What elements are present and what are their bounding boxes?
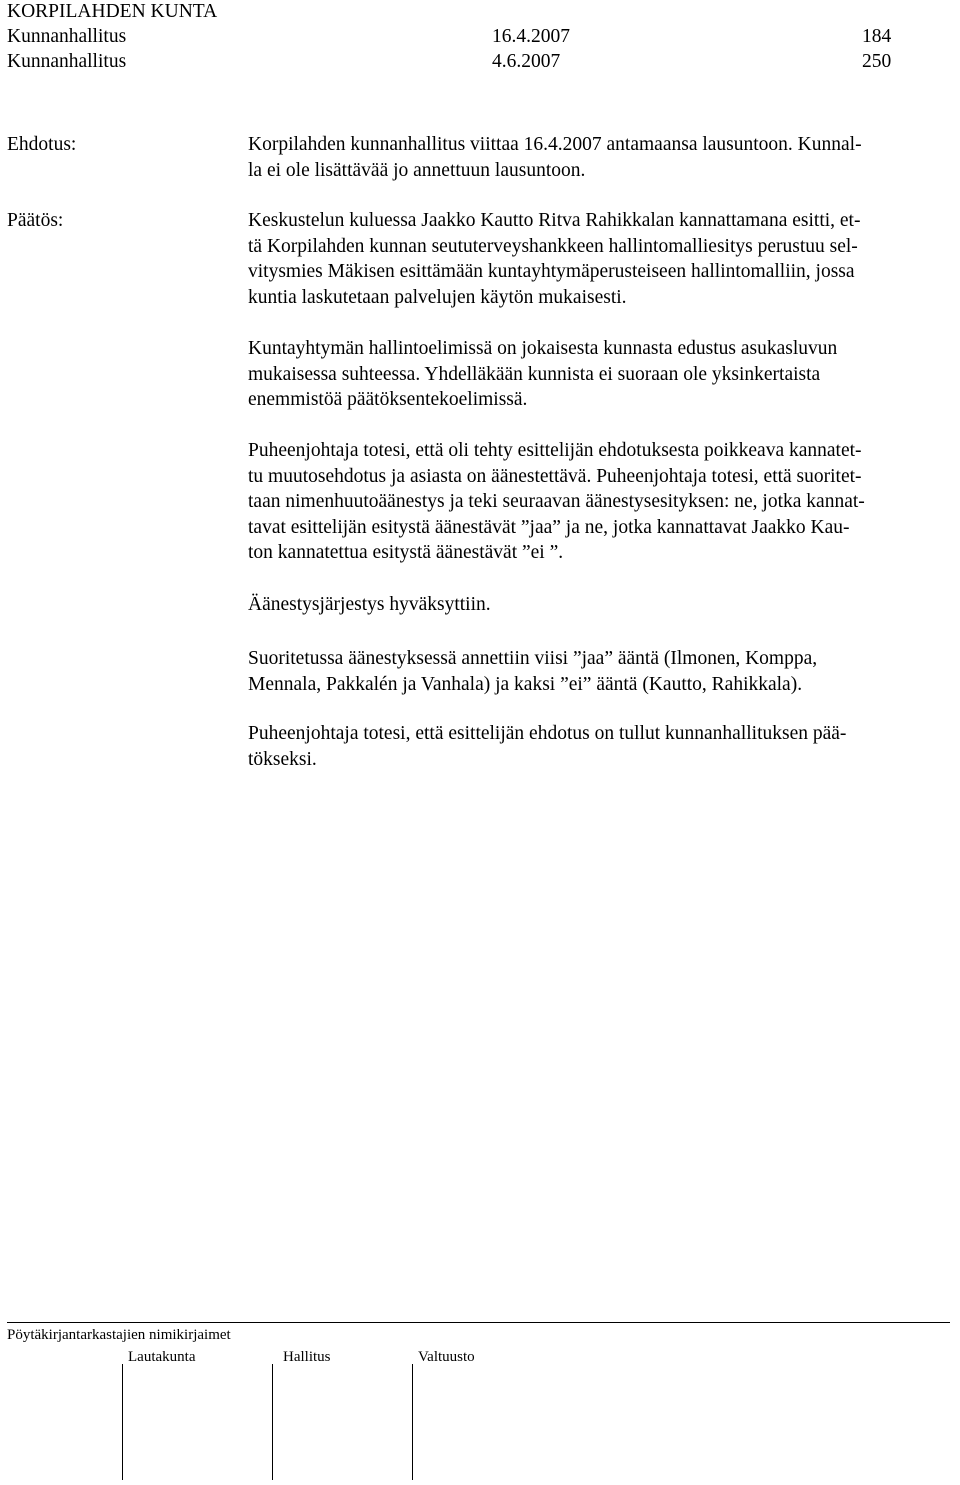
paatos-paragraph-1: Keskustelun kuluessa Jaakko Kautto Ritva Rahikkalan kannattamana esitti, et- tä Korpilahden kunnan seututerveyshankkeen hallintomalliesitys perustuu sel- vitysmies Mäkisen esittämään kuntayhtymäperusteiseen hallintomalliin, jossa kuntia laskutetaan palvelujen käytön mukaisesti. [248, 210, 861, 308]
paatos-paragraph-3: Puheenjohtaja totesi, että oli tehty esittelijän ehdotuksesta poikkeava kannatet- tu muutosehdotus ja asiasta on äänestettävä. Puheenjohtaja totesi, että suoritet- taan nimenhuutoäänestys ja teki seuraavan äänestysesityksen: ne, jotka kannat- tavat esittelijän esitystä äänestävät ”jaa” ja ne, jotka kannattavat Jaakko Kau- ton kannatettua esitystä äänestävät ”ei ”. [248, 440, 865, 564]
signature-divider [122, 1364, 123, 1480]
header-date: 16.4.2007 [492, 26, 570, 47]
header-body: Kunnanhallitus [7, 26, 127, 47]
signature-divider [412, 1364, 413, 1480]
header-page: 250 [862, 51, 892, 72]
header-page: 184 [862, 26, 892, 47]
footer-col-hallitus: Hallitus [283, 1349, 331, 1365]
paatos-paragraph-6: Puheenjohtaja totesi, että esittelijän ehdotus on tullut kunnanhallituksen pää- tökseksi. [248, 723, 847, 770]
footer-title: Pöytäkirjantarkastajien nimikirjaimet [7, 1327, 231, 1343]
footer-col-lautakunta: Lautakunta [128, 1349, 196, 1365]
ehdotus-label: Ehdotus: [7, 134, 77, 155]
footer-rule [7, 1322, 950, 1323]
paatos-label: Päätös: [7, 210, 64, 231]
signature-divider [272, 1364, 273, 1480]
ehdotus-paragraph: Korpilahden kunnanhallitus viittaa 16.4.2007 antamaansa lausuntoon. Kunnal- la ei ole lisättävää jo annettuun lausuntoon. [248, 134, 862, 181]
header-date: 4.6.2007 [492, 51, 561, 72]
header-body: Kunnanhallitus [7, 51, 127, 72]
paatos-paragraph-5: Suoritetussa äänestyksessä annettiin viisi ”jaa” ääntä (Ilmonen, Komppa, Mennala, Pakkalén ja Vanhala) ja kaksi ”ei” ääntä (Kautto, Rahikkala). [248, 648, 818, 695]
paatos-paragraph-4: Äänestysjärjestys hyväksyttiin. [248, 594, 491, 615]
paatos-paragraph-2: Kuntayhtymän hallintoelimissä on jokaisesta kunnasta edustus asukasluvun mukaisessa suhteessa. Yhdelläkään kunnista ei suoraan ole yksinkertaista enemmistöä päätöksentekoelimissä. [248, 338, 838, 411]
footer-col-valtuusto: Valtuusto [418, 1349, 475, 1365]
